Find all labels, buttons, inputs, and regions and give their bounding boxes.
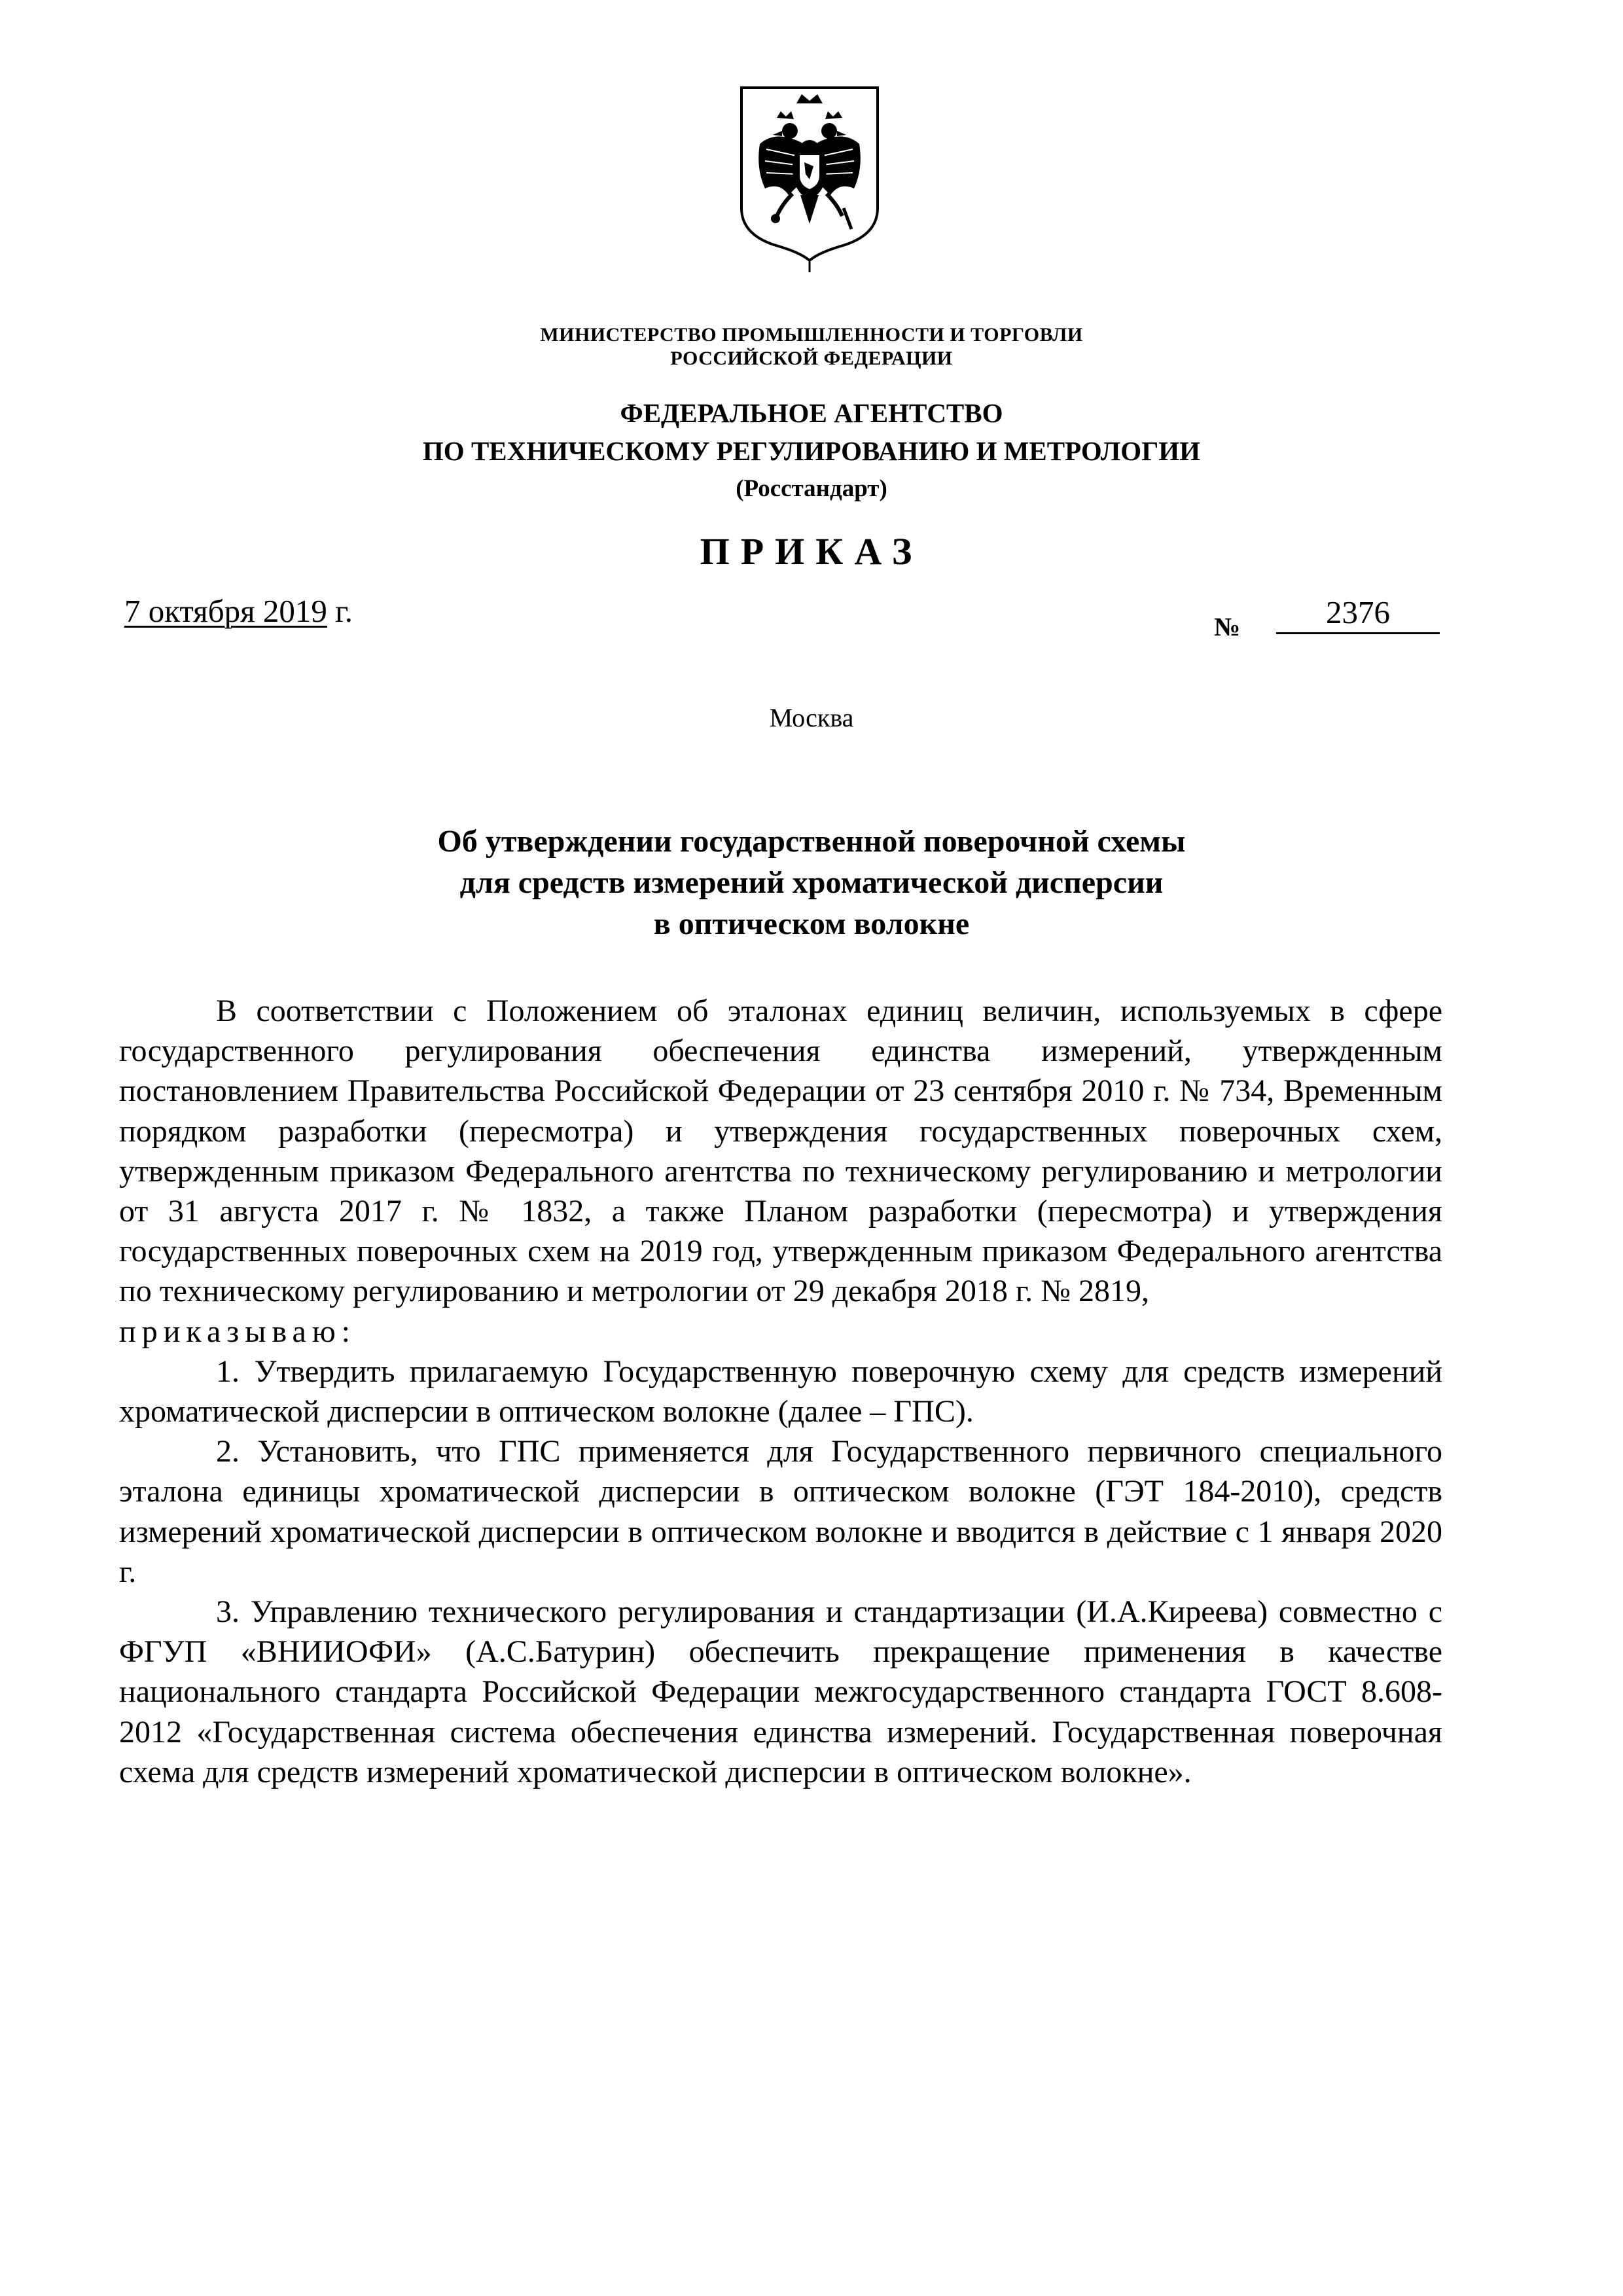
ministry-line-2: РОССИЙСКОЙ ФЕДЕРАЦИИ bbox=[670, 348, 953, 369]
title-line-3: в оптическом волокне bbox=[653, 906, 970, 941]
agency-name bbox=[0, 394, 1623, 508]
document-type: ПРИКАЗ bbox=[700, 530, 923, 573]
item-3-paragraph: 3. Управлению технического регулирования и стандартизации (И.А.Киреева) совместно с ФГУП «ВНИИОФИ» (А.С.Батурин) обеспечить прекращение применения в качестве национального стандарта Российской Федерации межгосударственного стандарта ГОСТ 8.608-2012 «Государственная система обеспечения единства измерений. Государственная поверочная схема для средств измерений хроматической дисперсии в оптическом волокне». bbox=[119, 1594, 1442, 1789]
order-number: 2376 bbox=[1276, 593, 1440, 634]
order-date-suffix: г. bbox=[327, 593, 353, 629]
agency-short-name: (Росстандарт) bbox=[736, 475, 887, 502]
title-line-2: для средств измерений хроматической дисперсии bbox=[459, 865, 1164, 900]
ministry-line-1: МИНИСТЕРСТВО ПРОМЫШЛЕННОСТИ И ТОРГОВЛИ bbox=[540, 324, 1083, 346]
ministry-name bbox=[0, 323, 1623, 370]
item-2-paragraph: 2. Установить, что ГПС применяется для Государственного первичного специального эталона единицы хроматической дисперсии в оптическом волокне (ГЭТ 184-2010), средств измерений хроматической дисперсии в оптическом волокне и вводится в действие с 1 января 2020 г. bbox=[119, 1434, 1442, 1589]
item-1-paragraph: 1. Утвердить прилагаемую Государственную поверочную схему для средств измерений хроматической дисперсии в оптическом волокне (далее – ГПС). bbox=[119, 1354, 1442, 1429]
city: Москва bbox=[769, 703, 854, 732]
title-line-1: Об утверждении государственной поверочной схемы bbox=[437, 824, 1186, 859]
agency-line-2: ПО ТЕХНИЧЕСКОМУ РЕГУЛИРОВАНИЮ И МЕТРОЛОГИИ bbox=[422, 436, 1201, 466]
order-number-label: № bbox=[1214, 612, 1241, 641]
document-body bbox=[119, 991, 1442, 1792]
order-word: приказываю: bbox=[119, 1314, 357, 1349]
order-date-value: 7 октября 2019 bbox=[124, 593, 327, 629]
preamble-paragraph: В соответствии с Положением об эталонах единиц величин, используемых в сфере государственного регулирования обеспечения единства измерений, утвержденным постановлением Правительства Российской Федерации от 23 сентября 2010 г. № 734, Временным порядком разработки (пересмотра) и утверждения государственных поверочных схем, утвержденным приказом Федерального агентства по техническому регулированию и метрологии от 31 августа 2017 г. № 1832, а также Планом разработки (пересмотра) и утверждения государственных поверочных схем на 2019 год, утвержденным приказом Федерального агентства по техническому регулированию и метрологии от 29 декабря 2018 г. № 2819, bbox=[119, 994, 1442, 1309]
agency-line-1: ФЕДЕРАЛЬНОЕ АГЕНТСТВО bbox=[620, 398, 1003, 428]
order-word-line bbox=[119, 1312, 1442, 1352]
order-date bbox=[124, 592, 353, 631]
document-title bbox=[0, 821, 1623, 944]
coat-of-arms-icon bbox=[736, 84, 883, 274]
